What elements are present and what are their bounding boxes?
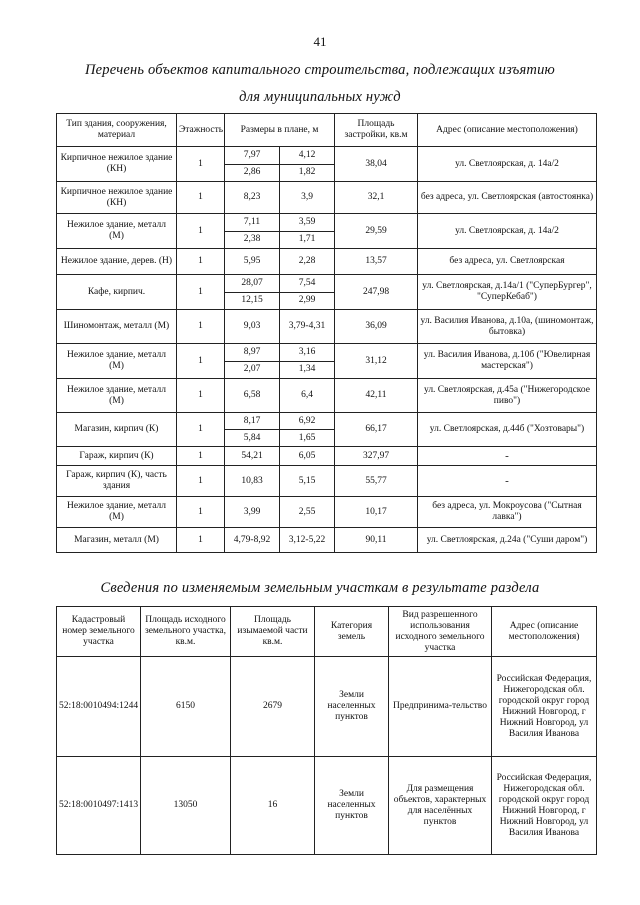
dimension-value: 6,4	[280, 379, 335, 412]
header-cell: Категория земель	[315, 607, 389, 657]
address-cell: Российская Федерация, Нижегородская обл. городской округ город Нижний Новгород, г Нижний Новгород, ул Василия Иванова	[492, 757, 597, 855]
floors-cell: 1	[177, 182, 225, 214]
building-type-cell: Гараж, кирпич (К), часть здания	[57, 466, 177, 497]
table-row	[57, 447, 597, 466]
area-cell: 55,77	[335, 466, 418, 497]
dimension-value: 6,92	[280, 413, 335, 430]
address-cell: без адреса, ул. Светлоярская (автостоянка)	[418, 182, 597, 214]
table-row	[57, 413, 597, 447]
building-type-cell: Нежилое здание, металл (М)	[57, 214, 177, 249]
address-cell: без адреса, ул. Мокроусова ("Сытная лавка")	[418, 497, 597, 528]
address-cell: ул. Светлоярская, д. 14а/2	[418, 214, 597, 249]
cadastral-number-cell: 52:18:0010494:1244	[57, 657, 141, 757]
address-cell: ул. Светлоярская, д.45а ("Нижегородское пиво")	[418, 379, 597, 413]
header-cell: Размеры в плане, м	[225, 114, 335, 147]
dimension-value: 2,86	[225, 164, 280, 181]
cadastral-number-cell: 52:18:0010497:1413	[57, 757, 141, 855]
table-row	[57, 147, 597, 182]
table2-heading: Сведения по изменяемым земельным участкам в результате раздела	[100, 580, 540, 596]
land-plots-table	[56, 606, 597, 855]
buildings-table	[56, 113, 597, 553]
dimensions-cell	[225, 466, 335, 497]
seized-area-cell: 2679	[231, 657, 315, 757]
area-cell: 90,11	[335, 528, 418, 553]
area-cell: 38,04	[335, 147, 418, 182]
dimensions-cell	[225, 528, 335, 553]
area-cell: 42,11	[335, 379, 418, 413]
area-cell: 31,12	[335, 344, 418, 379]
table-row	[57, 275, 597, 310]
address-cell: Российская Федерация, Нижегородская обл. городской округ город Нижний Новгород, г Нижний Новгород, ул Василия Иванова	[492, 657, 597, 757]
floors-cell: 1	[177, 497, 225, 528]
table-row	[57, 466, 597, 497]
floors-cell: 1	[177, 344, 225, 379]
dimension-value: 10,83	[241, 475, 263, 486]
address-cell: ул. Василия Иванова, д.10а, (шиномонтаж, бытовка)	[418, 310, 597, 344]
building-type-cell: Шиномонтаж, металл (М)	[57, 310, 177, 344]
area-cell: 247,98	[335, 275, 418, 310]
area-cell: 32,1	[335, 182, 418, 214]
dimensions-cell	[225, 379, 335, 413]
building-type-cell: Нежилое здание, металл (М)	[57, 497, 177, 528]
dimension-value: 8,17	[243, 415, 261, 426]
dimension-value: 8,97	[243, 346, 261, 357]
dimension-value: 5,15	[280, 466, 335, 496]
area-cell: 29,59	[335, 214, 418, 249]
address-cell: -	[418, 447, 597, 466]
address-cell: -	[418, 466, 597, 497]
dimension-value: 6,05	[280, 447, 335, 465]
area-cell: 327,97	[335, 447, 418, 466]
floors-cell: 1	[177, 147, 225, 182]
seized-area-cell: 16	[231, 757, 315, 855]
dimensions-cell	[225, 147, 335, 182]
dimensions-cell	[225, 310, 335, 344]
building-type-cell: Кирпичное нежилое здание (КН)	[57, 182, 177, 214]
building-type-cell: Кафе, кирпич.	[57, 275, 177, 310]
dimension-value: 6,58	[243, 390, 261, 400]
dimension-value: 2,99	[280, 292, 335, 309]
building-type-cell: Кирпичное нежилое здание (КН)	[57, 147, 177, 182]
header-cell: Кадастровый номер земельного участка	[57, 607, 141, 657]
header-cell: Площадь застройки, кв.м	[335, 114, 418, 147]
dimension-value: 8,23	[243, 192, 261, 202]
dimension-value: 1,82	[280, 164, 335, 181]
dimension-value: 1,71	[280, 231, 335, 248]
header-cell: Площадь исходного земельного участка, кв.м.	[141, 607, 231, 657]
dimensions-cell	[225, 447, 335, 466]
floors-cell: 1	[177, 214, 225, 249]
building-type-cell: Гараж, кирпич (К)	[57, 447, 177, 466]
dimension-value: 2,07	[225, 361, 280, 378]
address-cell: ул. Светлоярская, д. 14а/2	[418, 147, 597, 182]
dimension-value: 2,28	[280, 249, 335, 274]
floors-cell: 1	[177, 249, 225, 275]
land-category-cell: Земли населенных пунктов	[315, 757, 389, 855]
table1-heading-line2: для муниципальных нужд	[239, 89, 401, 105]
land-category-cell: Земли населенных пунктов	[315, 657, 389, 757]
dimension-value: 9,03	[243, 321, 261, 331]
header-cell: Вид разрешенного использования исходного земельного участка	[389, 607, 492, 657]
area-cell: 10,17	[335, 497, 418, 528]
floors-cell: 1	[177, 379, 225, 413]
address-cell: ул. Василия Иванова, д.10б ("Ювелирная мастерская")	[418, 344, 597, 379]
dimension-value: 4,12	[280, 147, 335, 164]
dimension-value: 3,12-5,22	[280, 528, 335, 552]
building-type-cell: Нежилое здание, металл (М)	[57, 379, 177, 413]
dimension-value: 1,34	[280, 361, 335, 378]
dimension-value: 7,11	[243, 216, 261, 227]
page-number: 41	[313, 34, 327, 49]
floors-cell: 1	[177, 447, 225, 466]
source-area-cell: 6150	[141, 657, 231, 757]
dimensions-cell	[225, 275, 335, 310]
permitted-use-cell: Для размещения объектов, характерных для населённых пунктов	[389, 757, 492, 855]
area-cell: 66,17	[335, 413, 418, 447]
dimension-value: 12,15	[225, 292, 280, 309]
header-cell: Этажность	[177, 114, 225, 147]
source-area-cell: 13050	[141, 757, 231, 855]
address-cell: без адреса, ул. Светлоярская	[418, 249, 597, 275]
floors-cell: 1	[177, 466, 225, 497]
dimension-value: 4,79-8,92	[233, 534, 271, 545]
address-cell: ул. Светлоярская, д.14а/1 ("СуперБургер", "СуперКебаб")	[418, 275, 597, 310]
dimension-value: 3,79-4,31	[280, 310, 335, 343]
table-row	[57, 528, 597, 553]
building-type-cell: Магазин, металл (М)	[57, 528, 177, 553]
dimension-value: 5,95	[243, 256, 261, 266]
dimension-value: 2,55	[280, 497, 335, 527]
permitted-use-cell: Предпринима-тельство	[389, 657, 492, 757]
address-cell: ул. Светлоярская, д.24а ("Суши даром")	[418, 528, 597, 553]
table-row	[57, 757, 597, 855]
area-cell: 13,57	[335, 249, 418, 275]
dimension-value: 2,38	[225, 231, 280, 248]
dimension-value: 28,07	[241, 277, 263, 288]
table-row	[57, 249, 597, 275]
dimensions-cell	[225, 413, 335, 447]
dimension-value: 3,9	[280, 182, 335, 213]
table-row	[57, 497, 597, 528]
dimension-value: 7,54	[280, 275, 335, 292]
dimension-value: 7,97	[243, 149, 261, 160]
dimensions-cell	[225, 497, 335, 528]
dimensions-cell	[225, 182, 335, 214]
floors-cell: 1	[177, 275, 225, 310]
floors-cell: 1	[177, 413, 225, 447]
table-row	[57, 310, 597, 344]
building-type-cell: Нежилое здание, металл (М)	[57, 344, 177, 379]
dimensions-cell	[225, 249, 335, 275]
building-type-cell: Нежилое здание, дерев. (Н)	[57, 249, 177, 275]
header-cell: Тип здания, сооружения, материал	[57, 114, 177, 147]
dimensions-cell	[225, 214, 335, 249]
floors-cell: 1	[177, 310, 225, 344]
header-cell: Адрес (описание местоположения)	[492, 607, 597, 657]
building-type-cell: Магазин, кирпич (К)	[57, 413, 177, 447]
dimension-value: 3,59	[280, 214, 335, 231]
header-cell: Площадь изымаемой части кв.м.	[231, 607, 315, 657]
header-cell: Адрес (описание местоположения)	[418, 114, 597, 147]
dimension-value: 3,99	[243, 506, 261, 517]
area-cell: 36,09	[335, 310, 418, 344]
table-row	[57, 182, 597, 214]
dimension-value: 54,21	[241, 450, 263, 461]
dimension-value: 1,65	[280, 430, 335, 447]
table-row	[57, 379, 597, 413]
table-row	[57, 344, 597, 379]
dimension-value: 3,16	[280, 344, 335, 361]
floors-cell: 1	[177, 528, 225, 553]
table-row	[57, 657, 597, 757]
dimension-value: 5,84	[225, 430, 280, 447]
table-row	[57, 214, 597, 249]
address-cell: ул. Светлоярская, д.44б ("Хозтовары")	[418, 413, 597, 447]
dimensions-cell	[225, 344, 335, 379]
table1-heading-line1: Перечень объектов капитального строительства, подлежащих изъятию	[85, 62, 555, 78]
